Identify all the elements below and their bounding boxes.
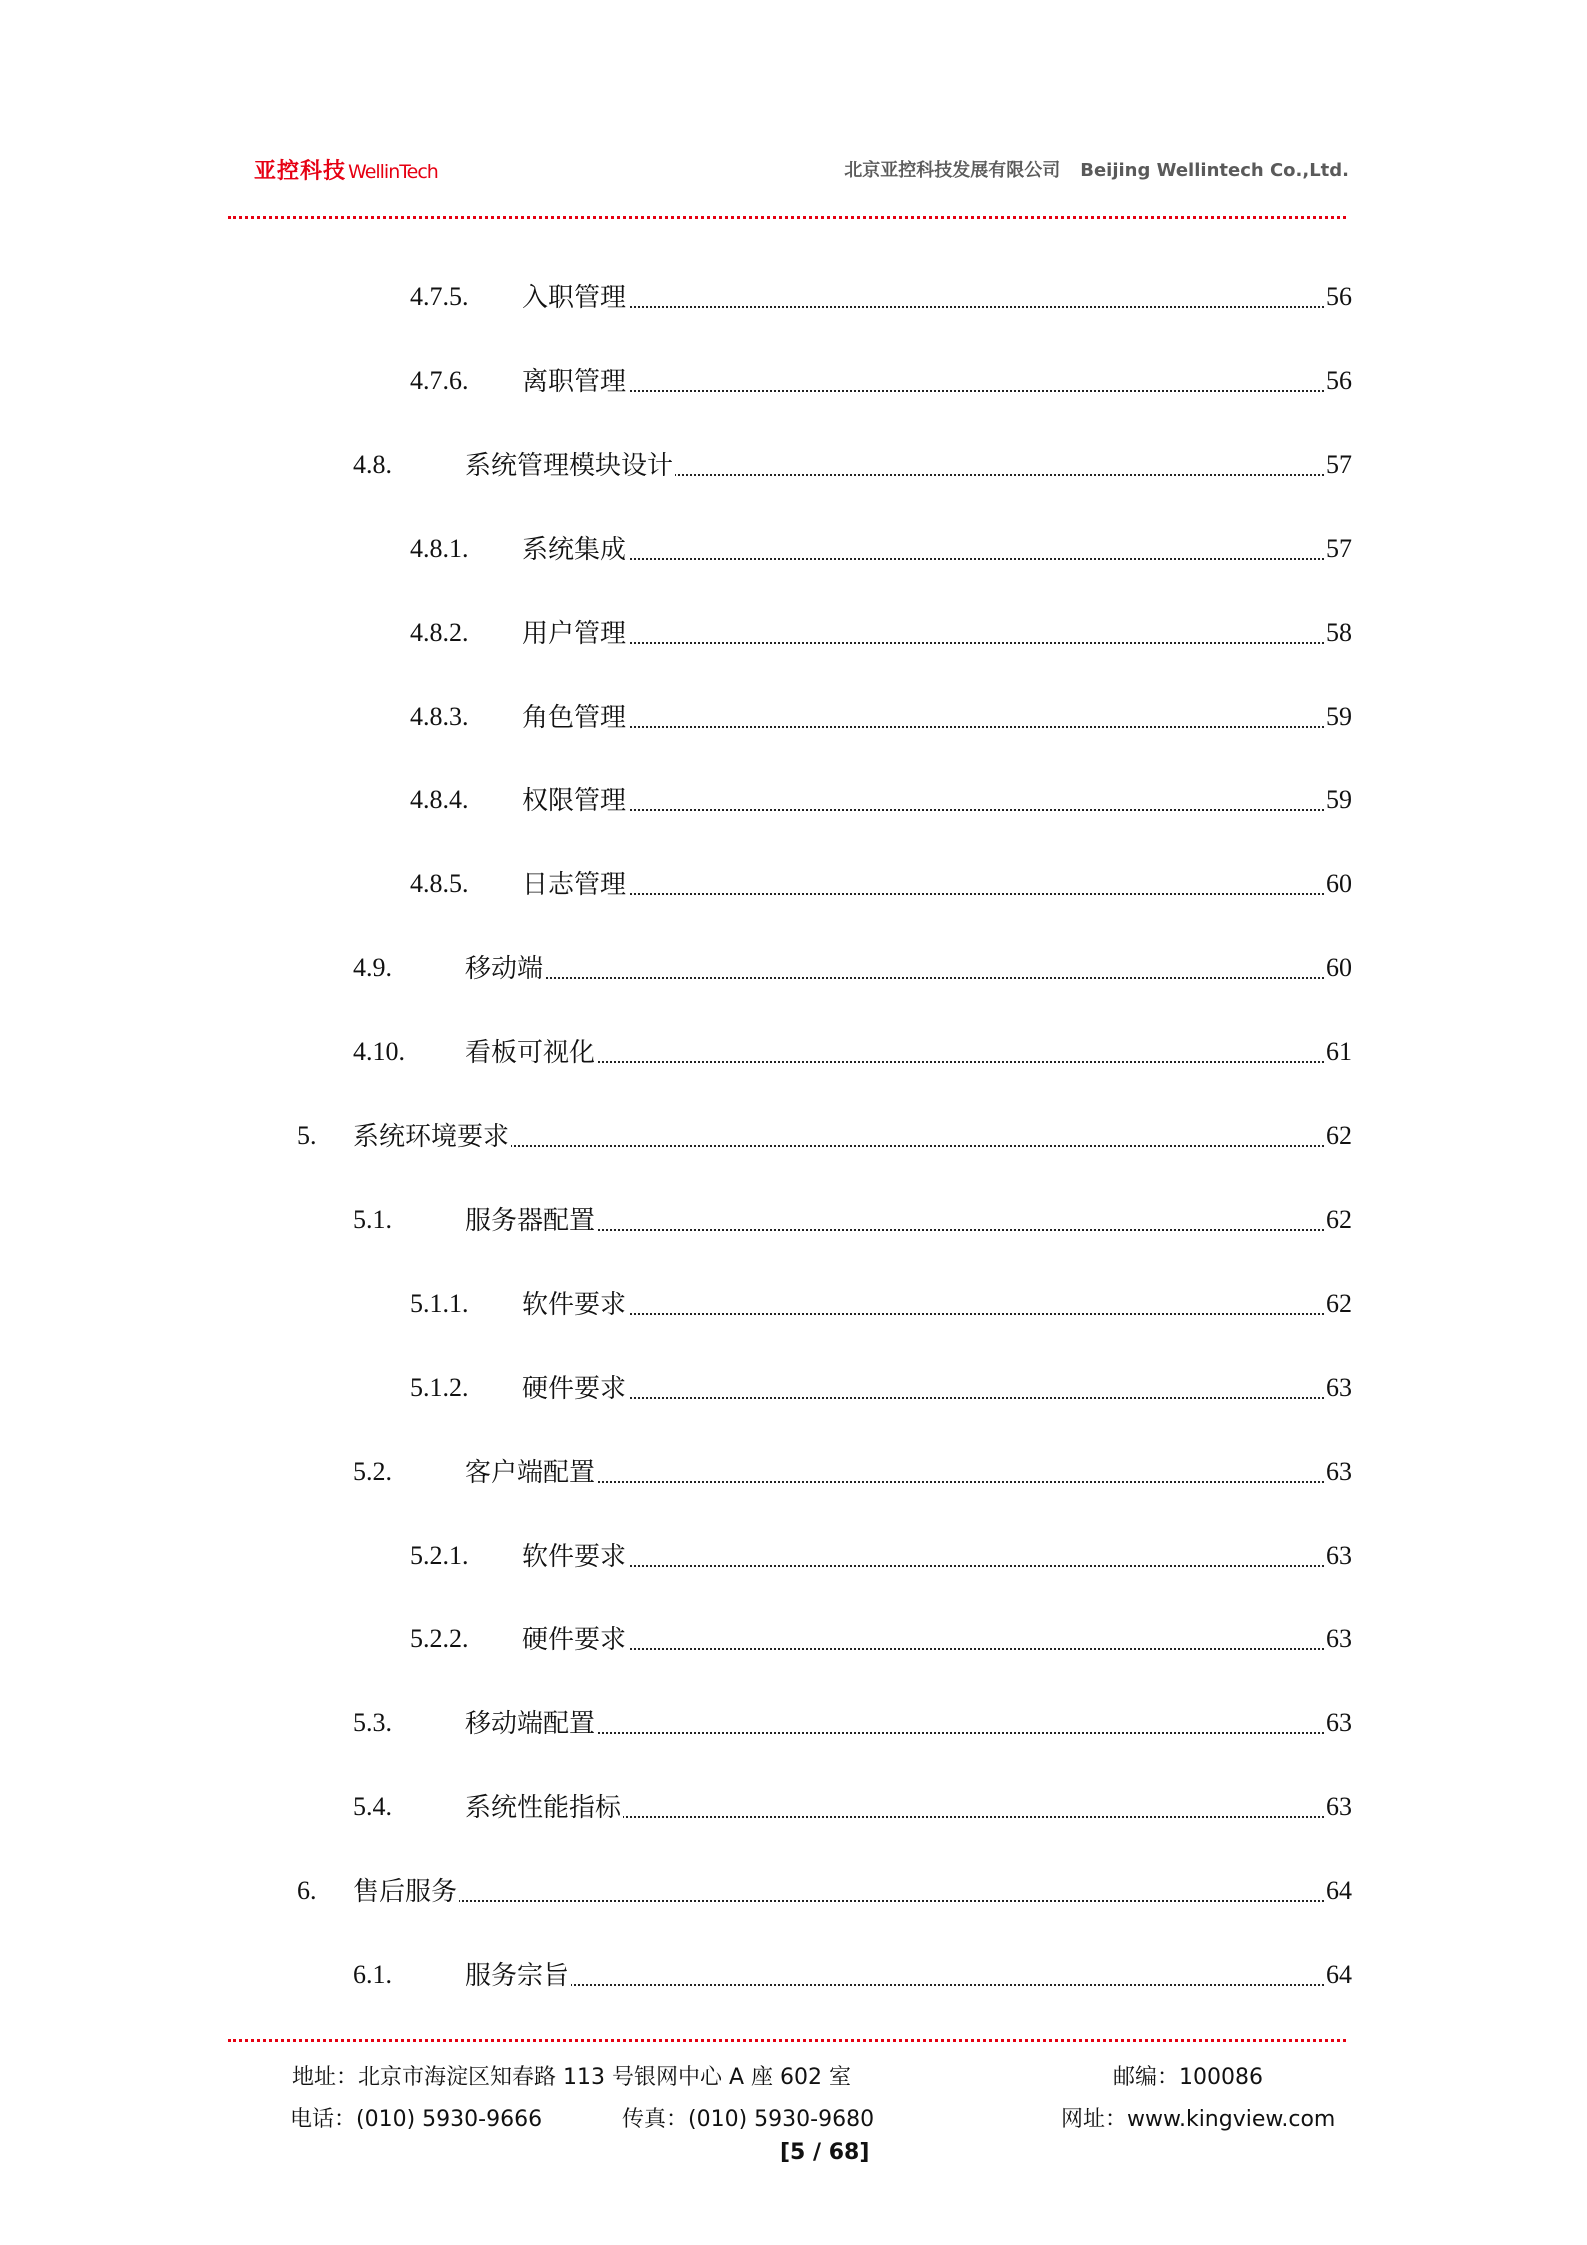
footer-fax: 传真：(010) 5930-9680 bbox=[622, 2107, 875, 2132]
toc-leader-dots bbox=[465, 1732, 1352, 1734]
footer-divider bbox=[228, 2039, 1346, 2042]
toc-entry[interactable] bbox=[0, 1537, 1352, 1577]
toc-entry-page: 56 bbox=[1326, 282, 1352, 311]
toc-entry-title: 系统管理模块设计 bbox=[465, 445, 675, 482]
toc-leader-dots bbox=[522, 1397, 1352, 1399]
toc-entry-page: 64 bbox=[1326, 1876, 1352, 1905]
toc-entry-title: 移动端 bbox=[465, 948, 545, 985]
toc-entry-page: 62 bbox=[1326, 1121, 1352, 1150]
header-divider bbox=[228, 216, 1346, 219]
toc-entry-page: 62 bbox=[1326, 1205, 1352, 1234]
toc-entry-page: 63 bbox=[1326, 1792, 1352, 1821]
toc-entry-number: 4.9. bbox=[353, 953, 392, 982]
toc-entry-title: 服务器配置 bbox=[465, 1200, 597, 1237]
toc-entry-number: 5.2. bbox=[353, 1457, 392, 1486]
toc-entry[interactable] bbox=[0, 530, 1352, 570]
toc-leader-dots bbox=[522, 893, 1352, 895]
toc-leader-dots bbox=[522, 390, 1352, 392]
toc-entry-number: 4.8.4. bbox=[410, 785, 469, 814]
toc-entry-title: 服务宗旨 bbox=[465, 1955, 571, 1992]
toc-entry-page: 63 bbox=[1326, 1373, 1352, 1402]
toc-entry-page: 61 bbox=[1326, 1037, 1352, 1066]
toc-entry-number: 5.1.1. bbox=[410, 1289, 469, 1318]
toc-entry-page: 63 bbox=[1326, 1624, 1352, 1653]
toc-leader-dots bbox=[465, 1984, 1352, 1986]
footer-postcode: 邮编：100086 bbox=[1113, 2065, 1263, 2090]
toc-entry-title: 软件要求 bbox=[522, 1536, 628, 1573]
toc-entry-page: 60 bbox=[1326, 953, 1352, 982]
toc-entry-number: 6.1. bbox=[353, 1960, 392, 1989]
toc-entry-number: 5.1.2. bbox=[410, 1373, 469, 1402]
toc-entry-title: 日志管理 bbox=[522, 864, 628, 901]
company-name-cn: 北京亚控科技发展有限公司 bbox=[844, 160, 1061, 181]
toc-entry-title: 看板可视化 bbox=[465, 1032, 597, 1069]
toc-leader-dots bbox=[522, 558, 1352, 560]
toc-entry[interactable] bbox=[0, 781, 1352, 821]
footer-website: 网址：www.kingview.com bbox=[1061, 2107, 1336, 2132]
toc-entry-title: 用户管理 bbox=[522, 613, 628, 650]
toc-entry-page: 60 bbox=[1326, 869, 1352, 898]
toc-entry-number: 5. bbox=[297, 1121, 317, 1150]
toc-leader-dots bbox=[522, 809, 1352, 811]
toc-entry-number: 4.8.5. bbox=[410, 869, 469, 898]
toc-entry-number: 4.8.3. bbox=[410, 702, 469, 731]
toc-entry[interactable] bbox=[0, 1453, 1352, 1493]
toc-entry-page: 59 bbox=[1326, 702, 1352, 731]
toc-entry[interactable] bbox=[0, 1369, 1352, 1409]
toc-entry-number: 5.4. bbox=[353, 1792, 392, 1821]
toc-entry-title: 硬件要求 bbox=[522, 1619, 628, 1656]
toc-entry-title: 入职管理 bbox=[522, 277, 628, 314]
logo-en-text: WellinTech bbox=[348, 161, 438, 183]
toc-entry-number: 5.2.2. bbox=[410, 1624, 469, 1653]
toc-entry-page: 63 bbox=[1326, 1708, 1352, 1737]
toc-entry-number: 5.2.1. bbox=[410, 1541, 469, 1570]
toc-entry-number: 4.7.5. bbox=[410, 282, 469, 311]
toc-entry[interactable] bbox=[0, 1033, 1352, 1073]
toc-entry-number: 4.8. bbox=[353, 450, 392, 479]
toc-entry-page: 58 bbox=[1326, 618, 1352, 647]
toc-entry[interactable] bbox=[0, 614, 1352, 654]
toc-leader-dots bbox=[522, 306, 1352, 308]
toc-entry-title: 权限管理 bbox=[522, 780, 628, 817]
toc-leader-dots bbox=[522, 1648, 1352, 1650]
toc-entry-number: 6. bbox=[297, 1876, 317, 1905]
toc-entry-title: 软件要求 bbox=[522, 1284, 628, 1321]
toc-leader-dots bbox=[522, 1313, 1352, 1315]
toc-entry-page: 62 bbox=[1326, 1289, 1352, 1318]
toc-entry-title: 客户端配置 bbox=[465, 1452, 597, 1489]
toc-leader-dots bbox=[522, 642, 1352, 644]
toc-entry-title: 系统集成 bbox=[522, 529, 628, 566]
toc-entry[interactable] bbox=[0, 1620, 1352, 1660]
toc-entry-page: 63 bbox=[1326, 1541, 1352, 1570]
toc-leader-dots bbox=[465, 1229, 1352, 1231]
toc-entry-page: 56 bbox=[1326, 366, 1352, 395]
toc-entry-page: 59 bbox=[1326, 785, 1352, 814]
toc-entry-number: 4.10. bbox=[353, 1037, 405, 1066]
toc-leader-dots bbox=[465, 977, 1352, 979]
toc-entry[interactable] bbox=[0, 1285, 1352, 1325]
toc-entry-title: 系统性能指标 bbox=[465, 1787, 623, 1824]
toc-entry[interactable] bbox=[0, 362, 1352, 402]
toc-entry-page: 63 bbox=[1326, 1457, 1352, 1486]
toc-entry-title: 售后服务 bbox=[353, 1871, 459, 1908]
toc-entry-number: 5.1. bbox=[353, 1205, 392, 1234]
toc-entry-number: 4.8.1. bbox=[410, 534, 469, 563]
toc-entry[interactable] bbox=[0, 1201, 1352, 1241]
toc-entry-title: 系统环境要求 bbox=[353, 1116, 511, 1153]
toc-entry-title: 离职管理 bbox=[522, 361, 628, 398]
toc-leader-dots bbox=[465, 1481, 1352, 1483]
toc-entry-number: 4.7.6. bbox=[410, 366, 469, 395]
toc-entry-title: 硬件要求 bbox=[522, 1368, 628, 1405]
toc-entry-title: 移动端配置 bbox=[465, 1703, 597, 1740]
company-logo bbox=[254, 154, 438, 185]
toc-entry-number: 5.3. bbox=[353, 1708, 392, 1737]
toc-entry[interactable] bbox=[0, 278, 1352, 318]
toc-entry[interactable] bbox=[0, 698, 1352, 738]
toc-entry-number: 4.8.2. bbox=[410, 618, 469, 647]
toc-entry-page: 57 bbox=[1326, 450, 1352, 479]
toc-entry[interactable] bbox=[0, 1956, 1352, 1996]
toc-entry-title: 角色管理 bbox=[522, 697, 628, 734]
toc-entry[interactable] bbox=[0, 865, 1352, 905]
page-indicator: [5 / 68] bbox=[780, 2140, 870, 2165]
logo-cn-text: 亚控科技 bbox=[254, 159, 347, 184]
footer-phone: 电话：(010) 5930-9666 bbox=[290, 2107, 543, 2132]
company-name-en: Beijing Wellintech Co.,Ltd. bbox=[1080, 160, 1349, 181]
toc-leader-dots bbox=[522, 726, 1352, 728]
toc-entry[interactable] bbox=[0, 1117, 1352, 1157]
toc-entry-page: 57 bbox=[1326, 534, 1352, 563]
toc-leader-dots bbox=[522, 1565, 1352, 1567]
toc-entry[interactable] bbox=[0, 1788, 1352, 1828]
toc-leader-dots bbox=[465, 1061, 1352, 1063]
toc-entry[interactable] bbox=[0, 446, 1352, 486]
header-company-name bbox=[844, 156, 1349, 182]
footer-address: 地址：北京市海淀区知春路 113 号银网中心 A 座 602 室 bbox=[292, 2065, 851, 2090]
toc-entry[interactable] bbox=[0, 949, 1352, 989]
toc-entry[interactable] bbox=[0, 1872, 1352, 1912]
toc-leader-dots bbox=[353, 1900, 1352, 1902]
toc-entry[interactable] bbox=[0, 1704, 1352, 1744]
toc-entry-page: 64 bbox=[1326, 1960, 1352, 1989]
